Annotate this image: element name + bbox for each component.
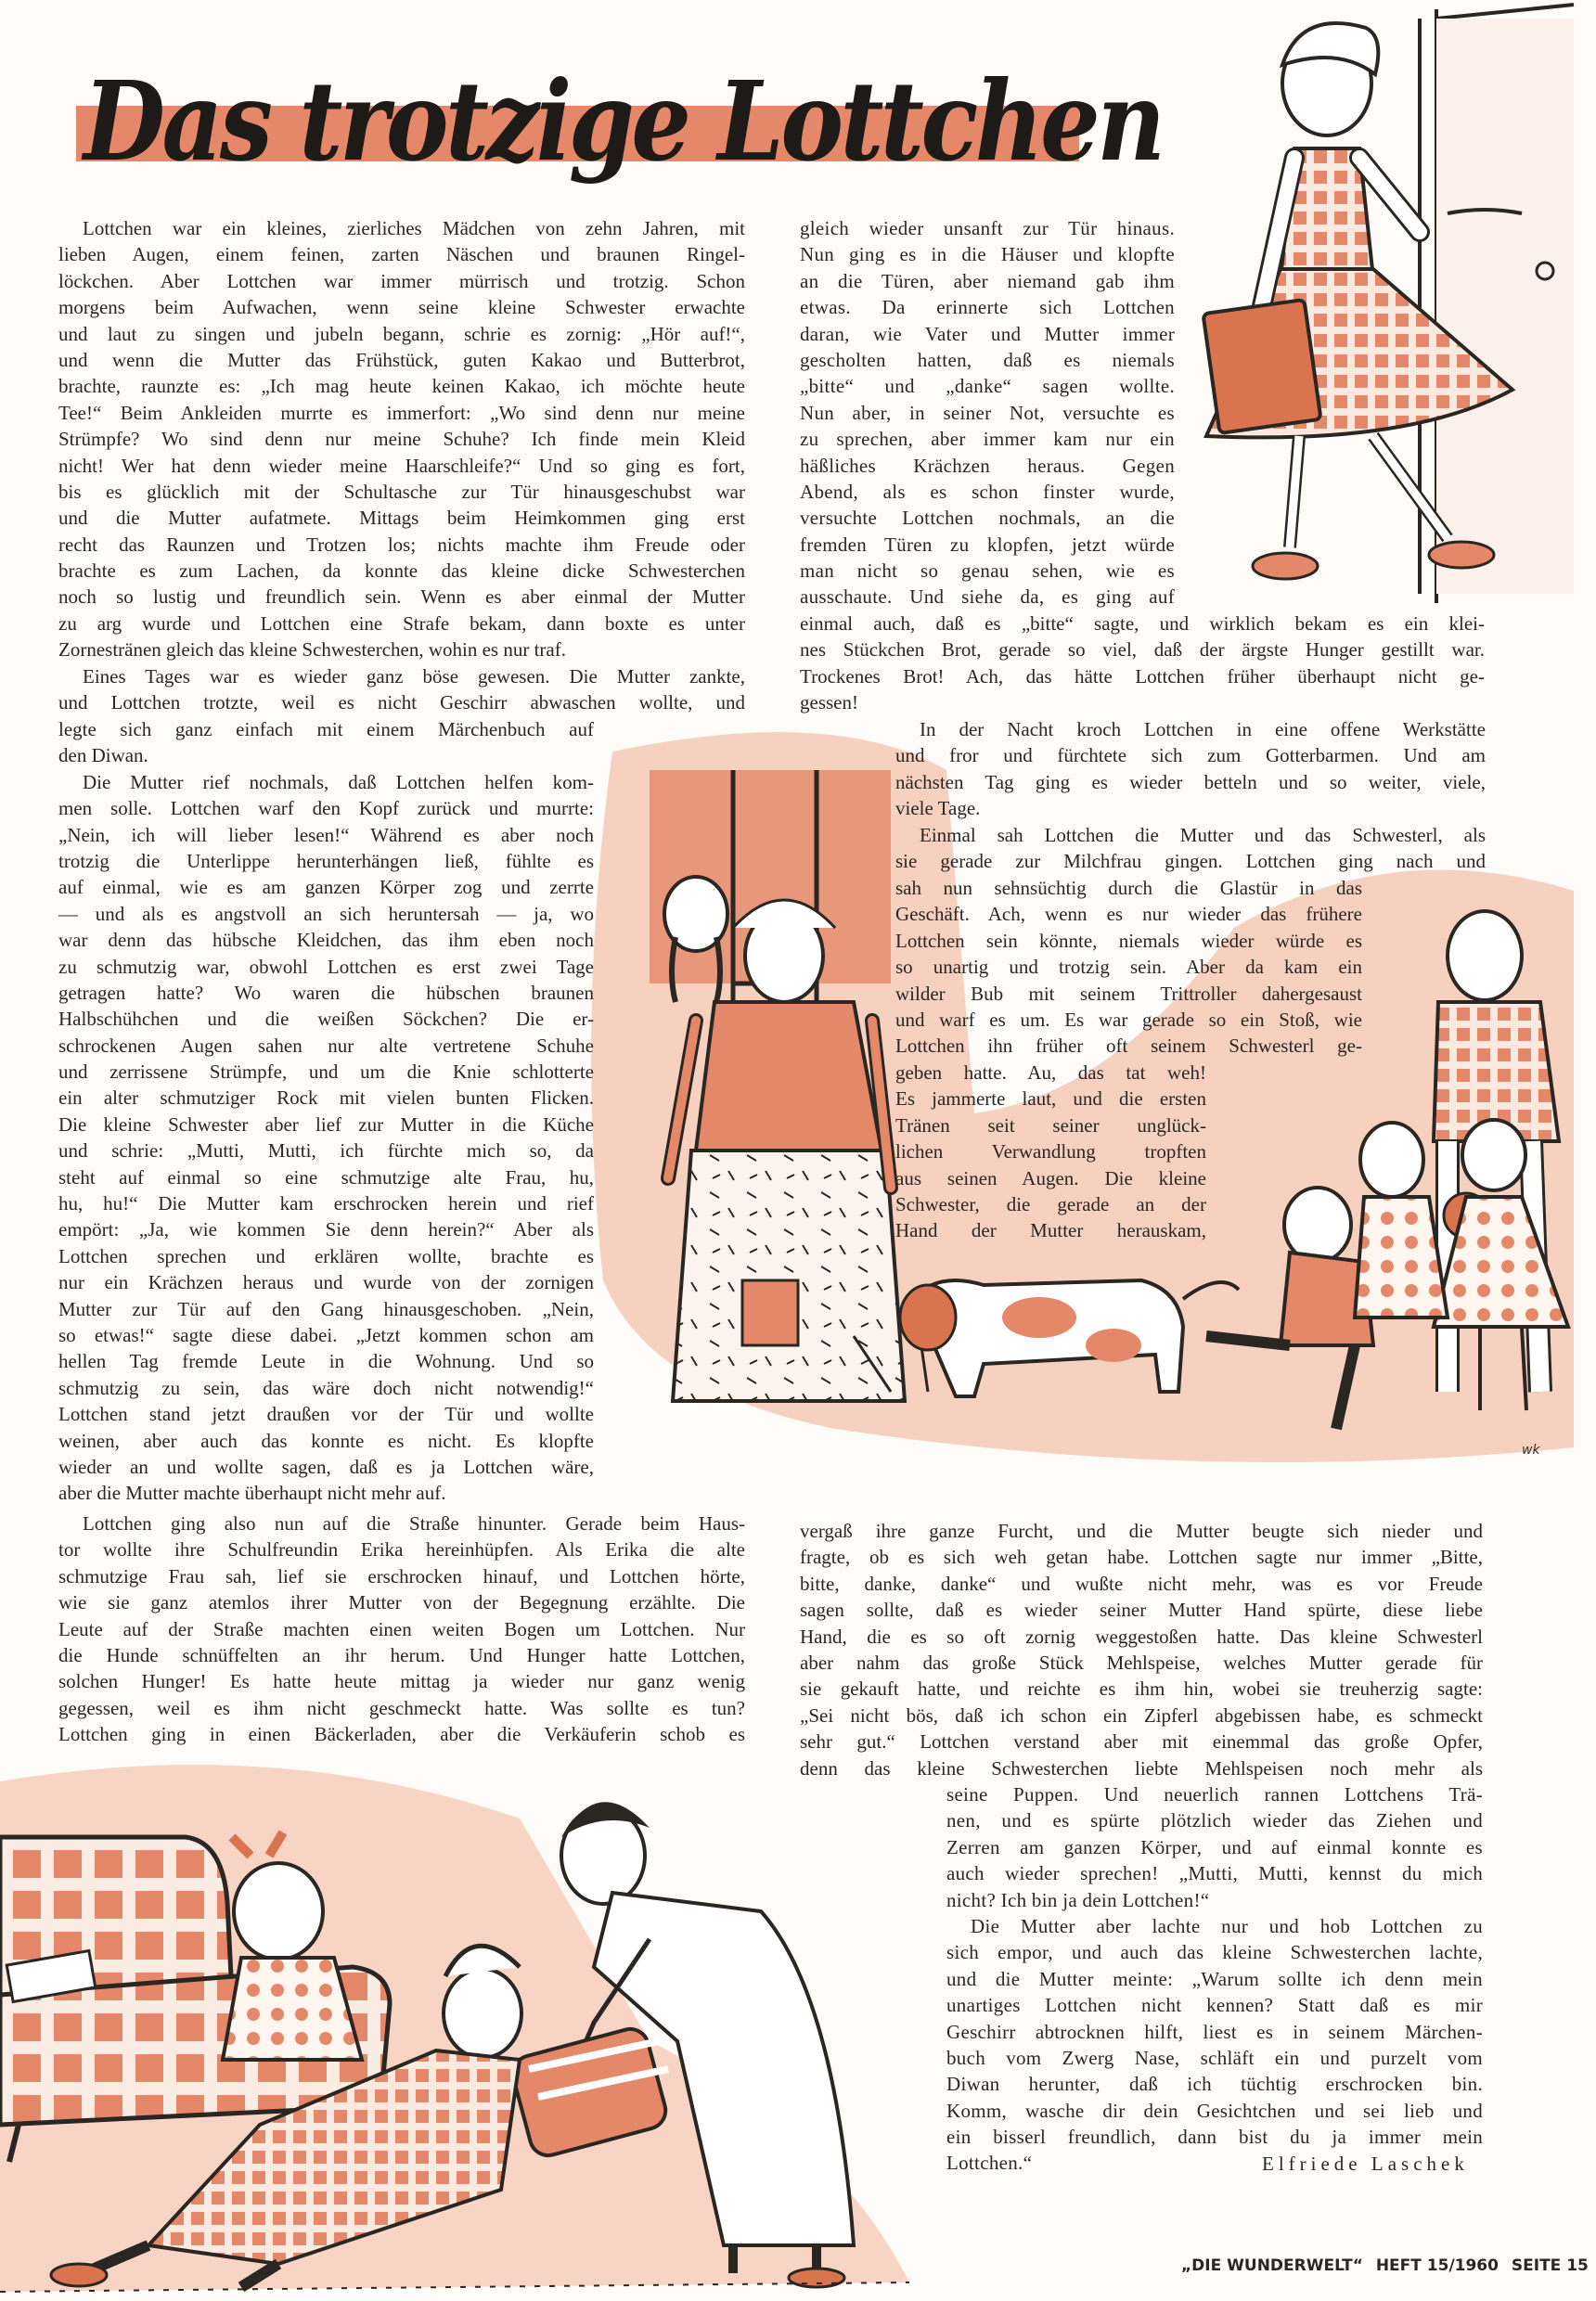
text-line: weinen, aber auch das konnte es nicht. Es klopfte	[58, 1429, 594, 1452]
text-line: ein bisserl freundlich, dann bist du ja immer mein	[946, 2126, 1483, 2149]
text-line: Geschirr abtrocknen hilft, liest es in seinem Märchen-	[946, 2020, 1483, 2043]
text-line: Diwan herunter, daß ich tüchtig erschrocken bin.	[946, 2073, 1483, 2096]
text-line: vergaß ihre ganze Furcht, und die Mutter beugte sich nieder und	[800, 1520, 1483, 1542]
text-line: men solle. Lottchen warf den Kopf zurück und murrte:	[58, 797, 594, 820]
text-line: brachte, raunzte es: „Ich mag heute keinen Kakao, ich möchte heute	[58, 375, 745, 398]
paragraph	[800, 1518, 1483, 1781]
text-line: tor wollte ihre Schulfreundin Erika hereinhüpfen. Als Erika die alte	[58, 1538, 745, 1562]
text-line: Lottchen ihn früher oft seinem Schwesterl ge-	[895, 1035, 1362, 1058]
artist-mark: wk	[1522, 1443, 1540, 1458]
text-line: nes Stückchen Brot, gerade so viel, daß der ärgste Hunger gestillt war.	[800, 638, 1485, 662]
text-line: sagen sollte, daß es wieder seiner Mutter Hand spürte, diese liebe	[800, 1599, 1483, 1622]
text-line: steht auf einmal so eine schmutzige alte Frau, hu,	[58, 1165, 594, 1189]
text-line: gleich wieder unsanft zur Tür hinaus.	[800, 217, 1175, 239]
paragraph	[895, 875, 1362, 1060]
text-line: empört: „Ja, wie kommen Sie denn herein?“ Aber als	[58, 1218, 594, 1241]
text-line: zu schmutzig war, obwohl Lottchen es erst zwei Tage	[58, 955, 594, 978]
text-line: seine Puppen. Und neuerlich rannen Lottchens Trä-	[946, 1783, 1483, 1806]
text-line: Eines Tages war es wieder ganz böse gewesen. Die Mutter zankte,	[83, 664, 745, 688]
page-number: SEITE 15	[1511, 2256, 1589, 2275]
magazine-name: „DIE WUNDERWELT“	[1181, 2256, 1363, 2275]
text-line: Leute auf der Straße machten einen weiten Bogen um Lottchen. Nur	[58, 1617, 745, 1640]
text-line: brachte es zum Lachen, da konnte das kleine dicke Schwesterchen	[58, 559, 745, 583]
text-line: Trockenes Brot! Ach, das hätte Lottchen früher überhaupt nicht ge-	[800, 664, 1485, 688]
text-line: morgens beim Aufwachen, wenn seine kleine Schwester erwachte	[58, 296, 745, 319]
text-line: Hand, die es so oft zornig weggestoßen hatte. Das kleine Schwesterl	[800, 1625, 1483, 1648]
text-line: Zerren am ganzen Körper, und auf einmal konnte es	[946, 1835, 1483, 1858]
text-line: Strümpfe? Wo sind denn nur meine Schuhe? Ich finde mein Kleid	[58, 428, 745, 451]
text-line: Tränen seit seiner unglück-	[895, 1113, 1206, 1137]
text-line: Lottchen stand jetzt draußen vor der Tür und wollte	[58, 1403, 594, 1426]
text-line: war denn das hübsche Kleidchen, das ihm eben noch	[58, 929, 594, 952]
text-line: häßliches Krächzen heraus. Gegen	[800, 454, 1175, 477]
text-line: „bitte“ und „danke“ sagen wollte.	[800, 375, 1175, 398]
text-line: Lottchen ging in einen Bäckerladen, aber die Verkäuferin schob es	[58, 1723, 745, 1746]
text-line: „Nein, ich will lieber lesen!“ Während es aber noch	[58, 823, 594, 846]
text-line: man nicht so genau sehen, wie es	[800, 559, 1175, 583]
text-line: Halbschühchen und die weißen Söckchen? Die er-	[58, 1008, 594, 1031]
story-column-right-narrowest	[895, 1060, 1206, 1244]
text-line: einmal auch, daß es „bitte“ sagte, und wirklich bekam es ein klei-	[800, 612, 1485, 635]
page-footer	[1181, 2256, 1596, 2275]
text-line: so etwas!“ sagte diese dabei. „Jetzt kommen schon am	[58, 1323, 594, 1346]
paragraph	[895, 716, 1486, 822]
paragraph	[800, 611, 1485, 716]
text-line: den Diwan.	[58, 744, 148, 767]
story-title: Das trotzige Lottchen	[84, 57, 1163, 186]
text-line: und warf es um. Es war gerade so ein Stoß, wie	[895, 1008, 1362, 1031]
text-line: bitte, danke, danke“ und wußte nicht mehr, was es vor Freude	[800, 1572, 1483, 1595]
text-line: Komm, wasche dir dein Gesichtchen und sei lieb und	[946, 2099, 1483, 2122]
paragraph	[58, 663, 745, 716]
story-column-right-narrow	[895, 875, 1362, 1060]
paragraph	[946, 1781, 1483, 1913]
text-line: sie gekauft hatte, und reichte es ihm hin, wobei sie treuherzig sagte:	[800, 1678, 1483, 1701]
story-column-right-ending	[946, 1781, 1483, 2177]
text-line: Abend, als es schon finster wurde,	[800, 480, 1175, 503]
text-line: Lottchen sprechen und erklären wollte, brachte es	[58, 1244, 594, 1267]
text-line: Die kleine Schwester aber lief zur Mutter in die Küche	[58, 1112, 594, 1136]
text-line: Hand der Mutter herauskam,	[895, 1219, 1206, 1242]
text-line: solchen Hunger! Es hatte heute mittag ja wieder nur ganz wenig	[58, 1670, 745, 1693]
issue-number: HEFT 15/1960	[1375, 2256, 1499, 2275]
paragraph	[946, 1913, 1483, 2177]
text-line: fremden Türen zu klopfen, jetzt würde	[800, 533, 1175, 556]
text-line: auch wieder sprechen! „Mutti, Mutti, kennst du mich	[946, 1862, 1483, 1885]
text-line: Es jammerte laut, und die ersten	[895, 1087, 1206, 1111]
text-line: Lottchen war ein kleines, zierliches Mädchen von zehn Jahren, mit	[83, 217, 745, 239]
story-column-right-top	[800, 215, 1175, 611]
text-line: lichen Verwandlung tropften	[895, 1140, 1206, 1163]
text-line: geben hatte. Au, das tat weh!	[895, 1061, 1206, 1084]
text-line: nicht! Wer hat denn wieder meine Haarschleife?“ Und so ging es fort,	[58, 454, 745, 477]
story-column-left-narrow	[58, 716, 594, 1507]
text-line: etwas. Da erinnerte sich Lottchen	[800, 296, 1175, 319]
text-line: aber die Mutter machte überhaupt nicht mehr auf.	[58, 1482, 446, 1505]
text-line: nen, und es spürte plötzlich wieder das Ziehen und	[946, 1809, 1483, 1832]
text-line: und die Mutter meinte: „Warum sollte ich denn mein	[946, 1967, 1483, 1990]
text-line: daran, wie Vater und Mutter immer	[800, 322, 1175, 345]
text-line: Lottchen.“	[946, 2152, 1033, 2175]
text-line: Die Mutter rief nochmals, daß Lottchen helfen kom-	[83, 770, 594, 793]
text-line: wilder Bub mit seinem Trittroller dahergesaust	[895, 982, 1362, 1005]
text-line: Tee!“ Beim Ankleiden murrte es immerfort: „Wo sind denn nur meine	[58, 401, 745, 424]
text-line: fragte, ob es sich weh getan habe. Lottchen sagte nur immer „Bitte,	[800, 1546, 1483, 1569]
text-line: und laut zu singen und jubeln begann, schrie es zornig: „Hör auf!“,	[58, 322, 745, 345]
text-line: löckchen. Aber Lottchen war immer mürrisch und trotzig. Schon	[58, 269, 745, 292]
text-line: und wenn die Mutter das Frühstück, guten Kakao und Butterbrot,	[58, 348, 745, 371]
text-line: hellen Tag fremde Leute in die Wohnung. Und so	[58, 1350, 594, 1373]
paragraph	[58, 716, 594, 769]
text-line: Lottchen ging also nun auf die Straße hinunter. Gerade beim Haus-	[83, 1512, 745, 1535]
text-line: wieder an und wollte sagen, daß es ja Lottchen wäre,	[58, 1455, 594, 1478]
text-line: viele Tage.	[895, 797, 981, 820]
paragraph	[895, 822, 1486, 875]
story-column-left-bottom	[58, 1510, 745, 1748]
paragraph	[895, 1060, 1206, 1244]
text-line: nur ein Krächzen heraus und wurde von der zornigen	[58, 1271, 594, 1294]
text-line: getragen hatte? Wo waren die hübschen braunen	[58, 981, 594, 1004]
story-column-right-bottom	[800, 1518, 1483, 1781]
text-line: Nun ging es in die Häuser und klopfte	[800, 243, 1175, 266]
text-line: noch so lustig und freundlich sein. Wenn es aber einmal der Mutter	[58, 585, 745, 609]
text-line: lieben Augen, einem feinen, zarten Näschen und braunen Ringel-	[58, 243, 745, 266]
text-line: buch vom Zwerg Nase, schläft ein und purzelt vom	[946, 2046, 1483, 2069]
text-line: ein alter schmutziger Rock mit vielen bunten Flicken.	[58, 1086, 594, 1110]
text-line: Geschäft. Ach, wenn es nur wieder das frühere	[895, 903, 1362, 926]
text-line: aber nahm das große Stück Mehlspeise, welches Mutter gerade für	[800, 1651, 1483, 1674]
text-line: legte sich ganz einfach mit einem Märchenbuch auf	[58, 718, 594, 740]
text-line: zu arg wurde und Lottchen eine Strafe bekam, dann boxte es unter	[58, 611, 745, 635]
paragraph	[58, 769, 594, 1507]
text-line: die Hunde schnüffelten an ihr herum. Und Hunger hatte Lottchen,	[58, 1643, 745, 1666]
paragraph	[58, 1510, 745, 1748]
text-line: schmutzig zu sein, das wäre doch nicht notwendig!“	[58, 1376, 594, 1399]
text-line: sie gerade zur Milchfrau gingen. Lottchen ging nach und	[895, 849, 1486, 872]
text-line: sehr gut.“ Lottchen verstand aber mit einemmal das große Opfer,	[800, 1730, 1483, 1754]
author-signature: Elfriede Laschek	[1262, 2153, 1469, 2175]
text-line: nächsten Tag ging es wieder betteln und so weiter, viele,	[895, 770, 1486, 793]
text-line: bis es glücklich mit der Schultasche zur Tür hinausgeschubst war	[58, 480, 745, 503]
text-line: wie sie ganz atemlos ihrer Mutter von der Begegnung erzählte. Die	[58, 1591, 745, 1614]
text-line: hu, hu!“ Die Mutter kam erschrocken herein und rief	[58, 1192, 594, 1215]
text-line: an die Türen, aber niemand gab ihm	[800, 269, 1175, 292]
story-column-left-top	[58, 215, 745, 715]
text-line: schmutzige Frau sah, lief sie erschrocken hinauf, und Lottchen hörte,	[58, 1564, 745, 1588]
text-line: Die Mutter aber lachte nur und hob Lottchen zu	[971, 1914, 1483, 1937]
text-line: ausschaute. Und siehe da, es ging auf	[800, 585, 1175, 609]
text-line: In der Nacht kroch Lottchen in eine offene Werkstätte	[920, 718, 1486, 740]
text-line: so unartig und trotzig sein. Aber da kam ein	[895, 956, 1362, 979]
text-line: und fror und fürchtete sich zum Gotterbarmen. Und am	[895, 744, 1486, 767]
text-line: und Lottchen trotzte, weil es nicht Geschirr abwaschen wollte, und	[58, 691, 745, 714]
text-line: Einmal sah Lottchen die Mutter und das Schwesterl, als	[920, 823, 1486, 846]
story-column-right-indented	[895, 716, 1486, 874]
paragraph	[58, 215, 745, 663]
text-line: aus seinen Augen. Die kleine	[895, 1166, 1206, 1189]
paragraph	[800, 215, 1175, 611]
text-line: denn das kleine Schwesterchen liebte Mehlspeisen noch mehr als	[800, 1756, 1483, 1780]
text-line: auf einmal, wie es am ganzen Körper zog und zerrte	[58, 876, 594, 899]
text-line: und schrie: „Mutti, Mutti, ich fürchte mich so, da	[58, 1139, 594, 1163]
text-line: „Sei nicht bös, daß ich schon ein Zipferl abgebissen habe, es schmeckt	[800, 1703, 1483, 1727]
text-line: — und als es angstvoll an sich heruntersah — ja, wo	[58, 902, 594, 925]
text-line: Lottchen sein könnte, niemals wieder würde es	[895, 929, 1362, 952]
text-line: Zornestränen gleich das kleine Schwesterchen, wohin es nur traf.	[58, 638, 566, 662]
text-line: nicht? Ich bin ja dein Lottchen!“	[946, 1888, 1210, 1911]
text-line: trotzig die Unterlippe herunterhängen ließ, fühlte es	[58, 849, 594, 872]
text-line: sich empor, und auch das kleine Schwesterchen lachte,	[946, 1941, 1483, 1964]
text-line: recht das Raunzen und Trotzen los; nichts machte ihm Freude oder	[58, 533, 745, 556]
text-line: unartiges Lottchen nicht kennen? Statt daß es mir	[946, 1994, 1483, 2017]
text-line: und die Mutter aufatmete. Mittags beim Heimkommen ging erst	[58, 507, 745, 530]
illustration-mother-and-girls	[0, 1765, 909, 2292]
text-line: Nun aber, in seiner Not, versuchte es	[800, 401, 1175, 424]
text-line: schrockenen Augen sahen nur alte vertretene Schuhe	[58, 1034, 594, 1057]
text-line: Mutter zur Tür auf den Gang hinausgeschoben. „Nein,	[58, 1297, 594, 1320]
text-line: sah nun sehnsüchtig durch die Glastür in das	[895, 877, 1362, 899]
illustration-girl-leaving	[1203, 5, 1574, 603]
text-line: versuchte Lottchen nochmals, an die	[800, 507, 1175, 530]
text-line: gegessen, weil es ihm nicht geschmeckt hatte. Was sollte es tun?	[58, 1696, 745, 1719]
story-column-right-wide	[800, 611, 1485, 716]
text-line: gescholten hatten, daß es niemals	[800, 348, 1175, 371]
text-line: gessen!	[800, 691, 858, 714]
text-line: zu sprechen, aber immer kam nur ein	[800, 428, 1175, 451]
text-line: und zerrissene Strümpfe, und um die Knie schlotterte	[58, 1061, 594, 1084]
text-line: Schwester, die gerade an der	[895, 1192, 1206, 1215]
